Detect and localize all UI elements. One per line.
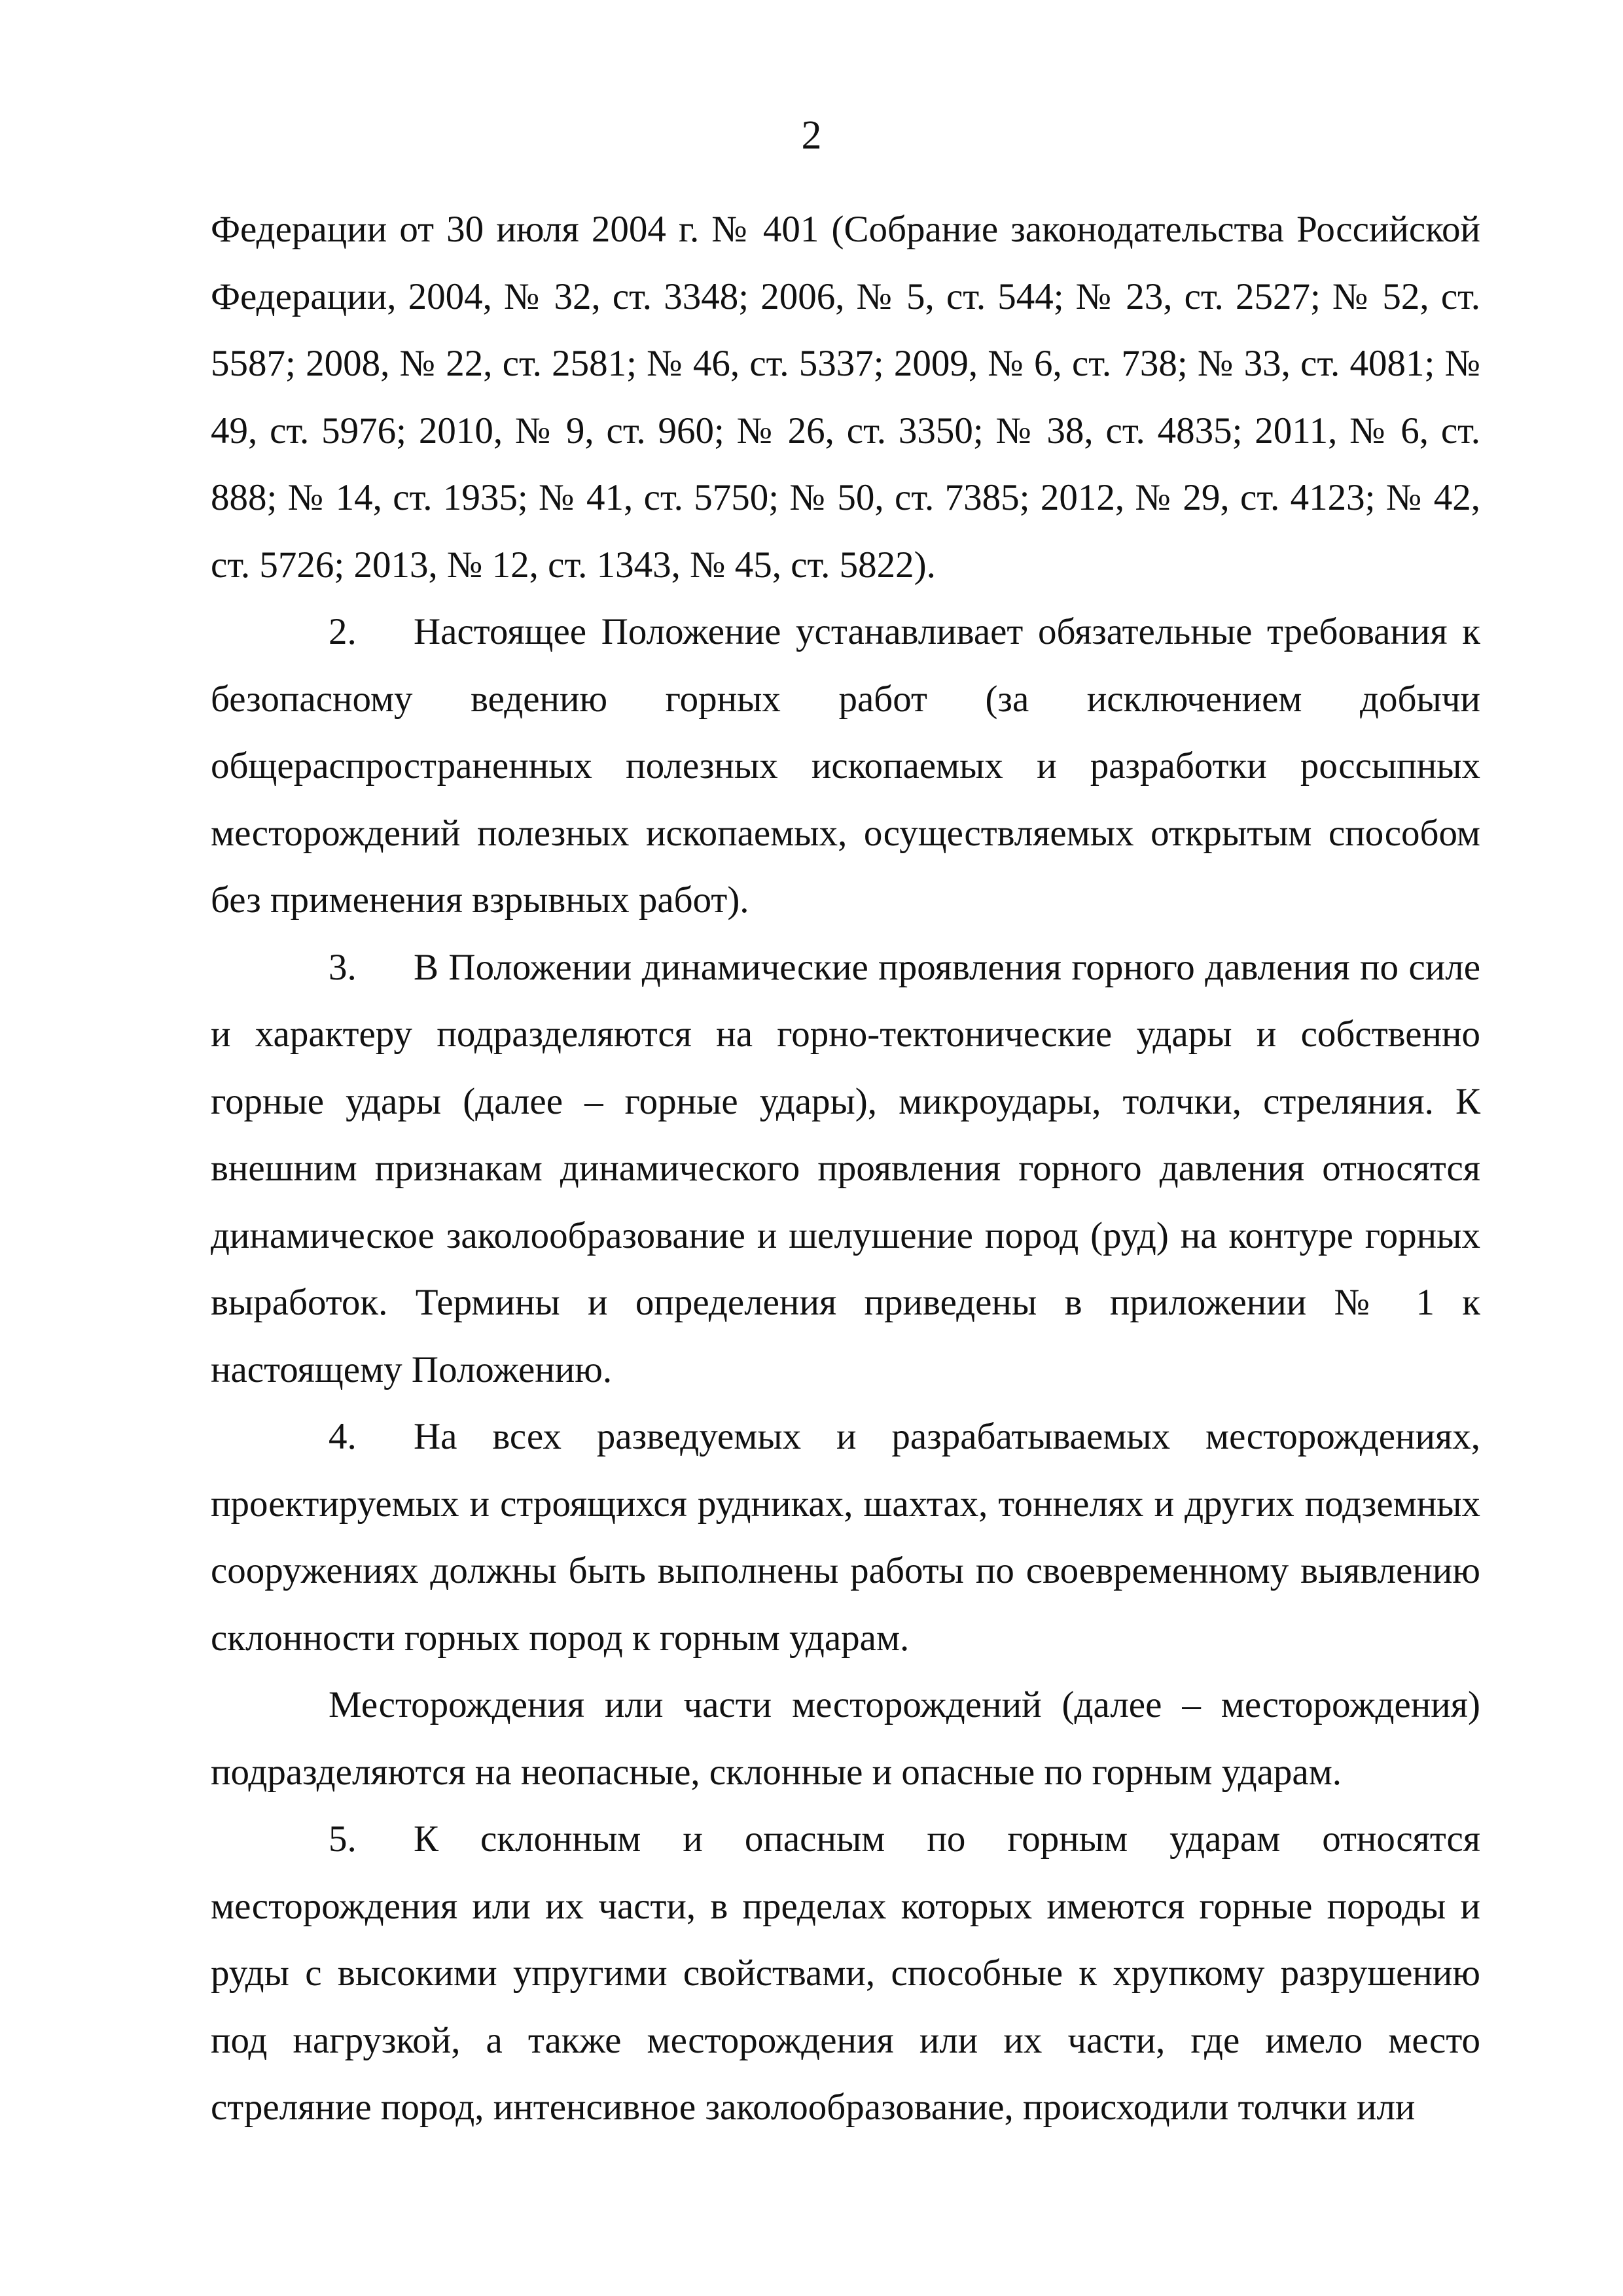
- paragraph-item-2: [211, 599, 1480, 934]
- paragraph-text: Месторождения или части месторождений (далее – месторождения) подразделяются на неопасные, склонные и опасные по горным ударам.: [211, 1684, 1480, 1793]
- paragraph-number: 3.: [329, 946, 357, 988]
- paragraph-continuation: [211, 196, 1480, 599]
- paragraph-item-4: [211, 1404, 1480, 1672]
- document-body: [211, 196, 1480, 2142]
- paragraph-text: К склонным и опасным по горным ударам относятся месторождения или их части, в пределах которых имеются горные породы и руды с высокими упругими свойствами, способные к хрупкому разрушению под нагрузкой, а также месторождения или их части, где имело место стреляние пород, интенсивное заколообразование, происходили толчки или: [211, 1818, 1480, 2128]
- paragraph-text: На всех разведуемых и разрабатываемых месторождениях, проектируемых и строящихся рудниках, шахтах, тоннелях и других подземных сооружениях должны быть выполнены работы по своевременному выявлению склонности горных пород к горным ударам.: [211, 1416, 1480, 1659]
- page-number: 2: [801, 113, 822, 158]
- paragraph-text: Настоящее Положение устанавливает обязательные требования к безопасному ведению горных работ (за исключением добычи общераспространенных полезных ископаемых и разработки россыпных месторождений полезных ископаемых, осуществляемых открытым способом без применения взрывных работ).: [211, 611, 1480, 921]
- paragraph-deposits-classification: [211, 1672, 1480, 1806]
- paragraph-text: Федерации от 30 июля 2004 г. № 401 (Собрание законодательства Российской Федерации, 2004, № 32, ст. 3348; 2006, № 5, ст. 544; № 23, ст. 2527; № 52, ст. 5587; 2008, № 22, ст. 2581; № 46, ст. 5337; 2009, № 6, ст. 738; № 33, ст. 4081; № 49, ст. 5976; 2010, № 9, ст. 960; № 26, ст. 3350; № 38, ст. 4835; 2011, № 6, ст. 888; № 14, ст. 1935; № 41, ст. 5750; № 50, ст. 7385; 2012, № 29, ст. 4123; № 42, ст. 5726; 2013, № 12, ст. 1343, № 45, ст. 5822).: [211, 209, 1480, 586]
- paragraph-number: 5.: [329, 1818, 357, 1860]
- paragraph-number: 4.: [329, 1416, 357, 1457]
- paragraph-item-5: [211, 1806, 1480, 2142]
- paragraph-number: 2.: [329, 611, 357, 652]
- paragraph-text: В Положении динамические проявления горного давления по силе и характеру подразделяются на горно-тектонические удары и собственно горные удары (далее – горные удары), микроудары, толчки, стреляния. К внешним признакам динамического проявления горного давления относятся динамическое заколообразование и шелушение пород (руд) на контуре горных выработок. Термины и определения приведены в приложении № 1 к настоящему Положению.: [211, 946, 1480, 1390]
- paragraph-item-3: [211, 934, 1480, 1404]
